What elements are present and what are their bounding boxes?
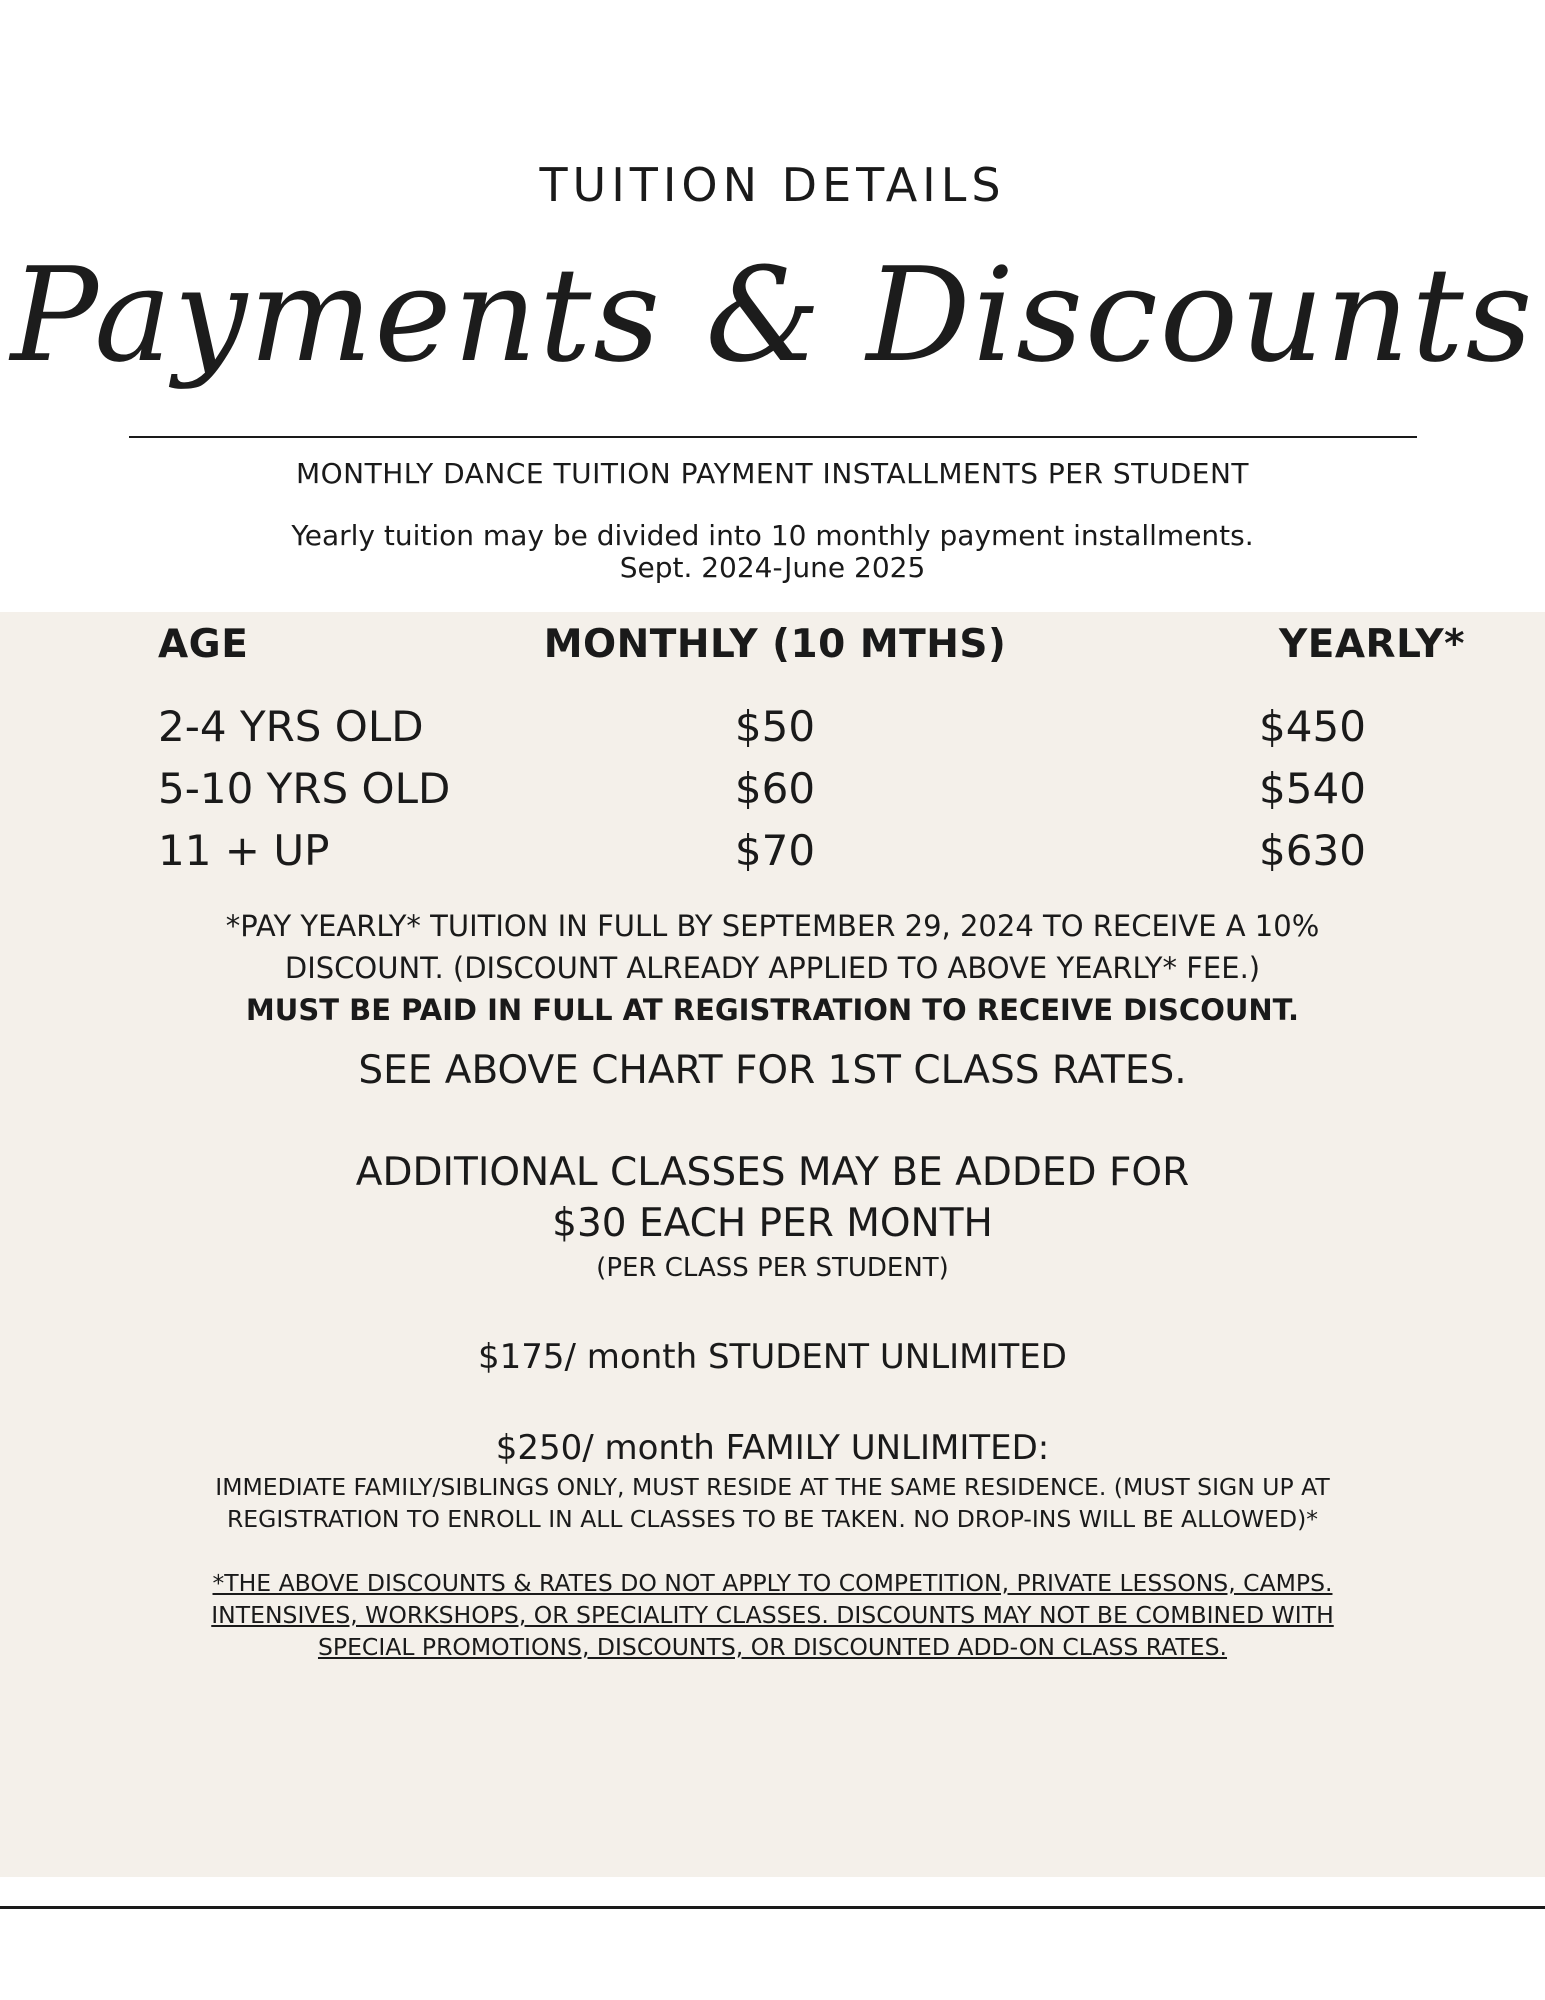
yearly-note-line-1: *PAY YEARLY* TUITION IN FULL BY SEPTEMBER 29, 2024 TO RECEIVE A 10%	[225, 909, 1320, 943]
disclaimer	[0, 1567, 1545, 1663]
yearly-discount-note	[0, 905, 1545, 1031]
monthly-cell: $50	[734, 702, 816, 751]
yearly-note-line-2: DISCOUNT. (DISCOUNT ALREADY APPLIED TO ABOVE YEARLY* FEE.)	[284, 951, 1261, 985]
yearly-cell: $540	[1259, 764, 1366, 813]
age-cell: 11 + UP	[158, 826, 330, 875]
family-details-line-2: REGISTRATION TO ENROLL IN ALL CLASSES TO BE TAKEN. NO DROP-INS WILL BE ALLOWED)*	[226, 1505, 1319, 1533]
yearly-note-line-3: MUST BE PAID IN FULL AT REGISTRATION TO RECEIVE DISCOUNT.	[245, 993, 1300, 1027]
family-details-line-1: IMMEDIATE FAMILY/SIBLINGS ONLY, MUST RESIDE AT THE SAME RESIDENCE. (MUST SIGN UP AT	[215, 1473, 1330, 1501]
disclaimer-line-1: *THE ABOVE DISCOUNTS & RATES DO NOT APPLY TO COMPETITION, PRIVATE LESSONS, CAMPS.	[212, 1569, 1333, 1597]
yearly-cell: $450	[1259, 702, 1366, 751]
family-unlimited-details	[0, 1471, 1545, 1535]
intro-text	[0, 520, 1545, 584]
additional-classes-line-3: (PER CLASS PER STUDENT)	[596, 1253, 949, 1283]
age-cell: 2-4 YRS OLD	[158, 702, 424, 751]
additional-classes-line-1: ADDITIONAL CLASSES MAY BE ADDED FOR	[355, 1150, 1190, 1195]
column-header-age: AGE	[158, 622, 249, 667]
script-title: Payments & Discounts	[10, 239, 1535, 391]
header-divider	[129, 436, 1417, 438]
subheading: MONTHLY DANCE TUITION PAYMENT INSTALLMENTS PER STUDENT	[295, 457, 1249, 490]
monthly-cell: $60	[734, 764, 816, 813]
see-chart-note: SEE ABOVE CHART FOR 1ST CLASS RATES.	[358, 1048, 1187, 1093]
intro-line-2: Sept. 2024-June 2025	[619, 551, 926, 584]
age-cell: 5-10 YRS OLD	[158, 764, 451, 813]
disclaimer-line-2: INTENSIVES, WORKSHOPS, OR SPECIALITY CLASSES. DISCOUNTS MAY NOT BE COMBINED WITH	[211, 1601, 1334, 1629]
kicker-title: TUITION DETAILS	[539, 158, 1006, 212]
family-unlimited-rate: $250/ month FAMILY UNLIMITED:	[495, 1428, 1050, 1468]
yearly-cell: $630	[1259, 826, 1366, 875]
column-header-monthly: MONTHLY (10 MTHS)	[543, 622, 1007, 667]
column-header-yearly: YEARLY*	[1278, 622, 1465, 667]
disclaimer-line-3: SPECIAL PROMOTIONS, DISCOUNTS, OR DISCOUNTED ADD-ON CLASS RATES.	[317, 1633, 1228, 1661]
footer-divider	[0, 1906, 1545, 1909]
intro-line-1: Yearly tuition may be divided into 10 monthly payment installments.	[291, 519, 1254, 552]
additional-classes-line-2: $30 EACH PER MONTH	[552, 1201, 993, 1246]
header	[0, 0, 1545, 612]
student-unlimited-rate: $175/ month STUDENT UNLIMITED	[478, 1337, 1067, 1377]
monthly-cell: $70	[734, 826, 816, 875]
